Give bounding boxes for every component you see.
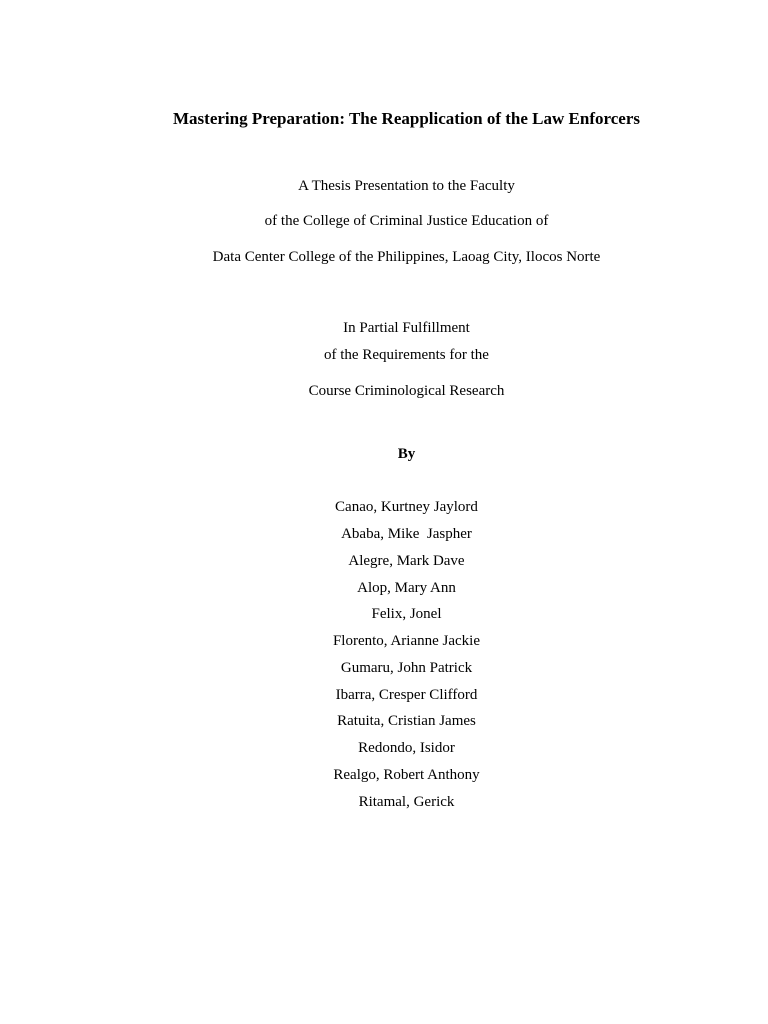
presentation-line: A Thesis Presentation to the Faculty [298, 178, 515, 194]
author-name: Florento, Arianne Jackie [332, 633, 481, 649]
fulfillment-line: Course Criminological Research [308, 383, 505, 399]
author-name: Gumaru, John Patrick [340, 660, 473, 676]
thesis-title: Mastering Preparation: The Reapplication of the Law Enforcers [173, 109, 640, 128]
author-name: Alegre, Mark Dave [348, 553, 465, 569]
author-name: Ibarra, Cresper Clifford [335, 687, 478, 703]
author-name: Realgo, Robert Anthony [333, 767, 480, 783]
author-name: Ababa, Mike Jaspher [341, 526, 472, 542]
author-name: Redondo, Isidor [358, 740, 455, 756]
author-name: Alop, Mary Ann [357, 580, 456, 596]
author-name: Felix, Jonel [371, 606, 442, 622]
fulfillment-line: In Partial Fulfillment [343, 320, 470, 336]
author-name: Ratuita, Cristian James [337, 713, 476, 729]
author-name: Ritamal, Gerick [358, 794, 455, 810]
presentation-line: of the College of Criminal Justice Education of [264, 213, 549, 229]
presentation-line: Data Center College of the Philippines, Laoag City, Ilocos Norte [212, 249, 601, 265]
author-name: Canao, Kurtney Jaylord [335, 499, 478, 515]
fulfillment-line: of the Requirements for the [324, 347, 489, 363]
by-label: By [397, 446, 416, 462]
